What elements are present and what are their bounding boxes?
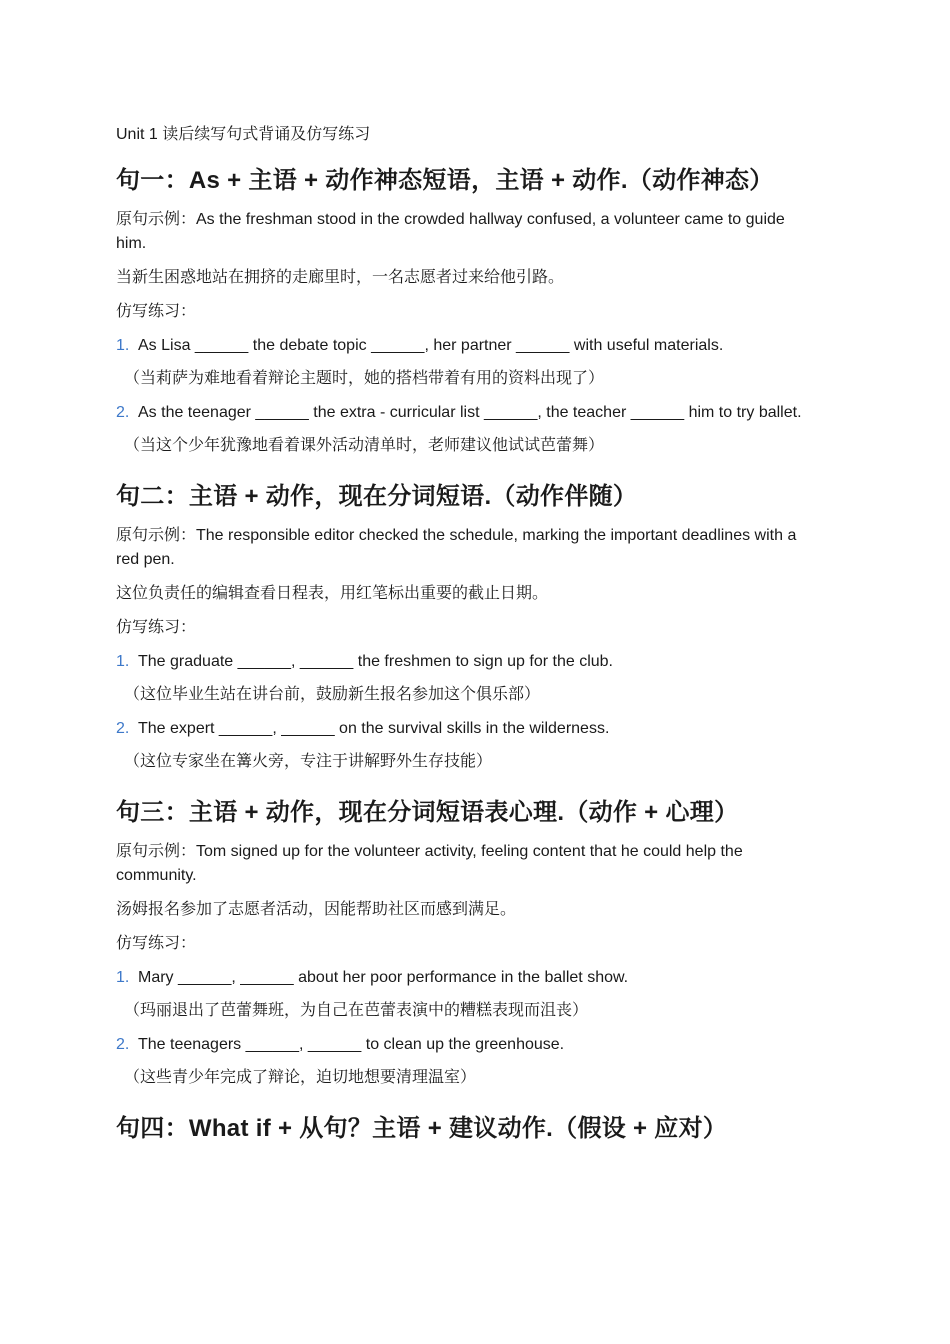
exercise-text: Mary ______, ______ about her poor performance in the ballet show. <box>138 969 629 986</box>
list-number: 2. <box>116 404 130 421</box>
list-number: 1. <box>116 337 130 354</box>
exercise-hint: （这些青少年完成了辩论，迫切地想要清理温室） <box>124 1069 477 1086</box>
list-item <box>116 334 816 358</box>
practice-label: 仿写练习： <box>116 935 197 952</box>
exercise-hint: （这位毕业生站在讲台前，鼓励新生报名参加这个俱乐部） <box>124 686 541 703</box>
section-heading: 句一：As + 主语 + 动作神态短语，主语 + 动作.（动作神态） <box>116 167 774 194</box>
exercise-text: The expert ______, ______ on the survival skills in the wilderness. <box>138 720 610 737</box>
list-number: 2. <box>116 720 130 737</box>
exercise-text: The teenagers ______, ______ to clean up the greenhouse. <box>138 1036 565 1053</box>
practice-list <box>116 966 816 1090</box>
exercise-text: As Lisa ______ the debate topic ______, her partner ______ with useful materials. <box>138 337 724 354</box>
example-translation: 当新生困惑地站在拥挤的走廊里时，一名志愿者过来给他引路。 <box>116 269 565 286</box>
list-number: 1. <box>116 969 130 986</box>
list-item <box>116 717 816 741</box>
section-3 <box>116 796 816 1090</box>
list-item <box>116 966 816 990</box>
practice-list <box>116 334 816 458</box>
list-item <box>116 650 816 674</box>
list-number: 1. <box>116 653 130 670</box>
section-1 <box>116 164 816 458</box>
practice-list <box>116 650 816 774</box>
exercise-hint: （这位专家坐在篝火旁，专注于讲解野外生存技能） <box>124 753 493 770</box>
list-item <box>116 1033 816 1057</box>
example-sentence: 原句示例：As the freshman stood in the crowded hallway confused, a volunteer came to guide him. <box>116 211 785 252</box>
practice-label: 仿写练习： <box>116 303 197 320</box>
exercise-hint: （玛丽退出了芭蕾舞班，为自己在芭蕾表演中的糟糕表现而沮丧） <box>124 1002 589 1019</box>
practice-label: 仿写练习： <box>116 619 197 636</box>
example-translation: 汤姆报名参加了志愿者活动，因能帮助社区而感到满足。 <box>116 901 517 918</box>
exercise-text: As the teenager ______ the extra - curricular list ______, the teacher ______ him to try ballet. <box>138 404 802 421</box>
exercise-text: The graduate ______, ______ the freshmen to sign up for the club. <box>138 653 613 670</box>
list-number: 2. <box>116 1036 130 1053</box>
example-sentence: 原句示例：Tom signed up for the volunteer activity, feeling content that he could help the community. <box>116 843 743 884</box>
list-item <box>116 401 816 425</box>
document-title: Unit 1 读后续写句式背诵及仿写练习 <box>116 126 371 143</box>
exercise-hint: （当莉萨为难地看着辩论主题时，她的搭档带着有用的资料出现了） <box>124 370 605 387</box>
exercise-hint: （当这个少年犹豫地看着课外活动清单时，老师建议他试试芭蕾舞） <box>124 437 605 454</box>
document-page <box>116 124 816 1156</box>
section-4 <box>116 1112 816 1146</box>
example-sentence: 原句示例：The responsible editor checked the schedule, marking the important deadlines with a red pen. <box>116 527 797 568</box>
section-heading: 句二：主语 + 动作，现在分词短语.（动作伴随） <box>116 483 638 510</box>
example-translation: 这位负责任的编辑查看日程表，用红笔标出重要的截止日期。 <box>116 585 549 602</box>
section-heading: 句三：主语 + 动作，现在分词短语表心理.（动作 + 心理） <box>116 799 739 826</box>
section-2 <box>116 480 816 774</box>
section-heading: 句四：What if + 从句？主语 + 建议动作.（假设 + 应对） <box>116 1115 728 1142</box>
